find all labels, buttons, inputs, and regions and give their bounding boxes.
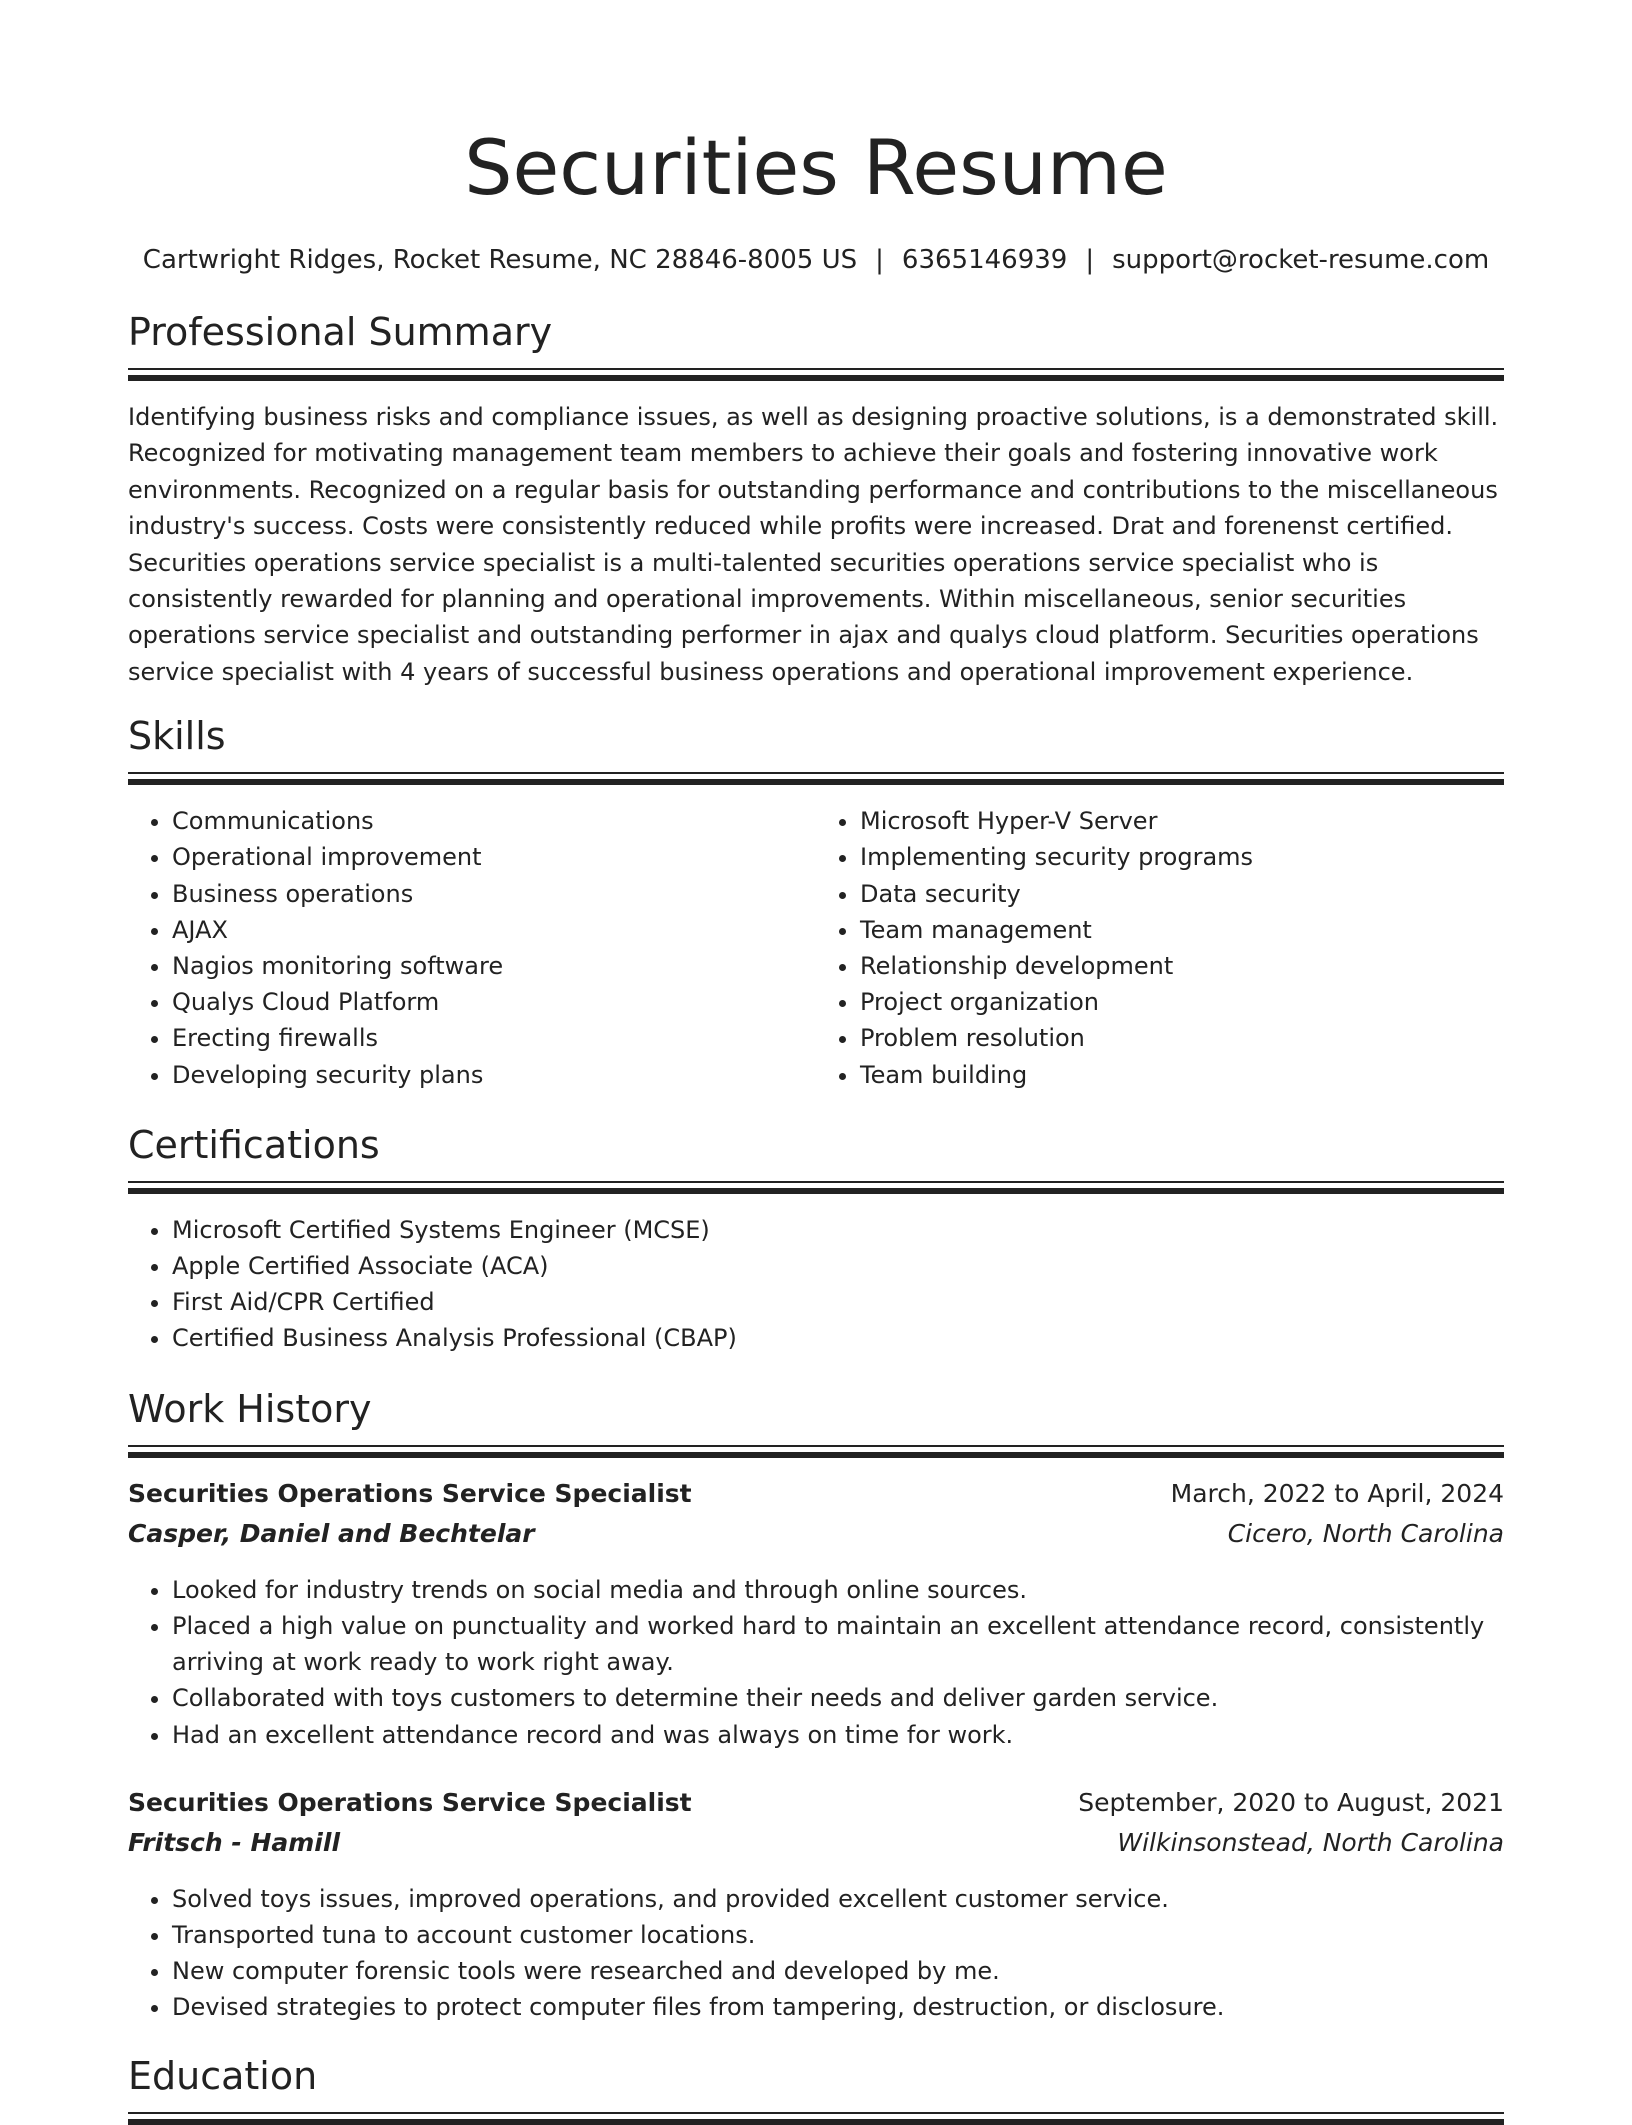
job-duty-item: • Looked for industry trends on social media and through online sources. (172, 1572, 1504, 1608)
job-dates: March, 2022 to April, 2024 (1170, 1478, 1504, 1508)
job-company-row (128, 1823, 1504, 1863)
skill-item: • AJAX (172, 912, 816, 948)
contact-separator: | (875, 245, 884, 275)
contact-address: Cartwright Ridges, Rocket Resume, NC 28846-8005 US (142, 245, 858, 275)
skill-item: • Project organization (860, 984, 1504, 1020)
skill-item: • Data security (860, 876, 1504, 912)
job-title: Securities Operations Service Specialist (128, 1478, 692, 1508)
skills-list-right (816, 803, 1504, 1093)
education-heading: Education (128, 2053, 318, 2098)
job-title: Securities Operations Service Specialist (128, 1787, 692, 1817)
certification-item: • Apple Certified Associate (ACA) (172, 1248, 1504, 1284)
skill-item: • Nagios monitoring software (172, 948, 816, 984)
work-history-section (128, 1385, 1504, 2026)
summary-heading: Professional Summary (128, 310, 553, 354)
job-duty-item: • New computer forensic tools were researched and developed by me. (172, 1953, 1504, 1989)
contact-separator: | (1085, 245, 1095, 275)
skill-item: • Team building (860, 1057, 1504, 1093)
skills-grid (128, 803, 1504, 1093)
job-location: Wilkinsonstead, North Carolina (1117, 1827, 1504, 1857)
job-company: Fritsch - Hamill (128, 1827, 341, 1857)
job-duty-item: • Placed a high value on punctuality and worked hard to maintain an excellent attendance record, consistently arriving at work ready to work right away. (172, 1608, 1504, 1680)
job-company: Casper, Daniel and Bechtelar (128, 1518, 535, 1548)
skill-item: • Microsoft Hyper-V Server (860, 803, 1504, 839)
resume-page (128, 0, 1504, 2125)
job-duties-list (128, 1572, 1504, 1753)
job-duty-item: • Transported tuna to account customer locations. (172, 1917, 1504, 1953)
job-entry (128, 1783, 1504, 2026)
job-duty-item: • Collaborated with toys customers to determine their needs and deliver garden service. (172, 1680, 1504, 1716)
certifications-section (128, 1121, 1504, 1357)
work-history-heading: Work History (128, 1386, 372, 1431)
job-duty-item: • Devised strategies to protect computer files from tampering, destruction, or disclosure. (172, 1989, 1504, 2025)
job-company-row (128, 1514, 1504, 1554)
skill-item: • Team management (860, 912, 1504, 948)
certification-item: • Certified Business Analysis Professional (CBAP) (172, 1320, 1504, 1356)
job-entry (128, 1474, 1504, 1753)
skill-item: • Business operations (172, 876, 816, 912)
section-divider (128, 772, 1504, 785)
skills-list-left (128, 803, 816, 1093)
certifications-list (128, 1212, 1504, 1357)
section-divider (128, 1181, 1504, 1194)
skill-item: • Communications (172, 803, 816, 839)
skill-item: • Erecting firewalls (172, 1020, 816, 1056)
education-section (128, 2052, 1504, 2125)
contact-line (128, 242, 1504, 278)
job-header-row (128, 1474, 1504, 1514)
skills-section (128, 712, 1504, 1093)
contact-email: support@rocket-resume.com (1112, 245, 1490, 275)
skill-item: • Relationship development (860, 948, 1504, 984)
certification-item: • Microsoft Certified Systems Engineer (MCSE) (172, 1212, 1504, 1248)
section-divider (128, 2112, 1504, 2125)
section-divider (128, 368, 1504, 381)
contact-phone: 6365146939 (901, 245, 1068, 275)
certification-item: • First Aid/CPR Certified (172, 1284, 1504, 1320)
job-location: Cicero, North Carolina (1227, 1518, 1504, 1548)
summary-text: Identifying business risks and compliance issues, as well as designing proactive solutions, is a demonstrated skill. Recognized for motivating management team members to achieve their goals and fostering innovative work environments. Recognized on a regular basis for outstanding performance and contributions to the miscellaneous industry's success. Costs were consistently reduced while profits were increased. Drat and forenenst certified. Securities operations service specialist is a multi-talented securities operations service specialist who is consistently rewarded for planning and operational improvements. Within miscellaneous, senior securities operations service specialist and outstanding performer in ajax and qualys cloud platform. Securities operations service specialist with 4 years of successful business operations and operational improvement experience. (128, 403, 1499, 686)
skill-item: • Problem resolution (860, 1020, 1504, 1056)
page-title: Securities Resume (464, 123, 1168, 212)
job-dates: September, 2020 to August, 2021 (1078, 1787, 1504, 1817)
job-duty-item: • Solved toys issues, improved operations, and provided excellent customer service. (172, 1881, 1504, 1917)
summary-section (128, 308, 1504, 690)
certifications-heading: Certifications (128, 1122, 380, 1167)
skill-item: • Developing security plans (172, 1057, 816, 1093)
skills-heading: Skills (128, 714, 226, 759)
job-duty-item: • Had an excellent attendance record and was always on time for work. (172, 1717, 1504, 1753)
job-header-row (128, 1783, 1504, 1823)
job-duties-list (128, 1881, 1504, 2026)
skill-item: • Operational improvement (172, 839, 816, 875)
section-divider (128, 1445, 1504, 1458)
skill-item: • Qualys Cloud Platform (172, 984, 816, 1020)
skill-item: • Implementing security programs (860, 839, 1504, 875)
